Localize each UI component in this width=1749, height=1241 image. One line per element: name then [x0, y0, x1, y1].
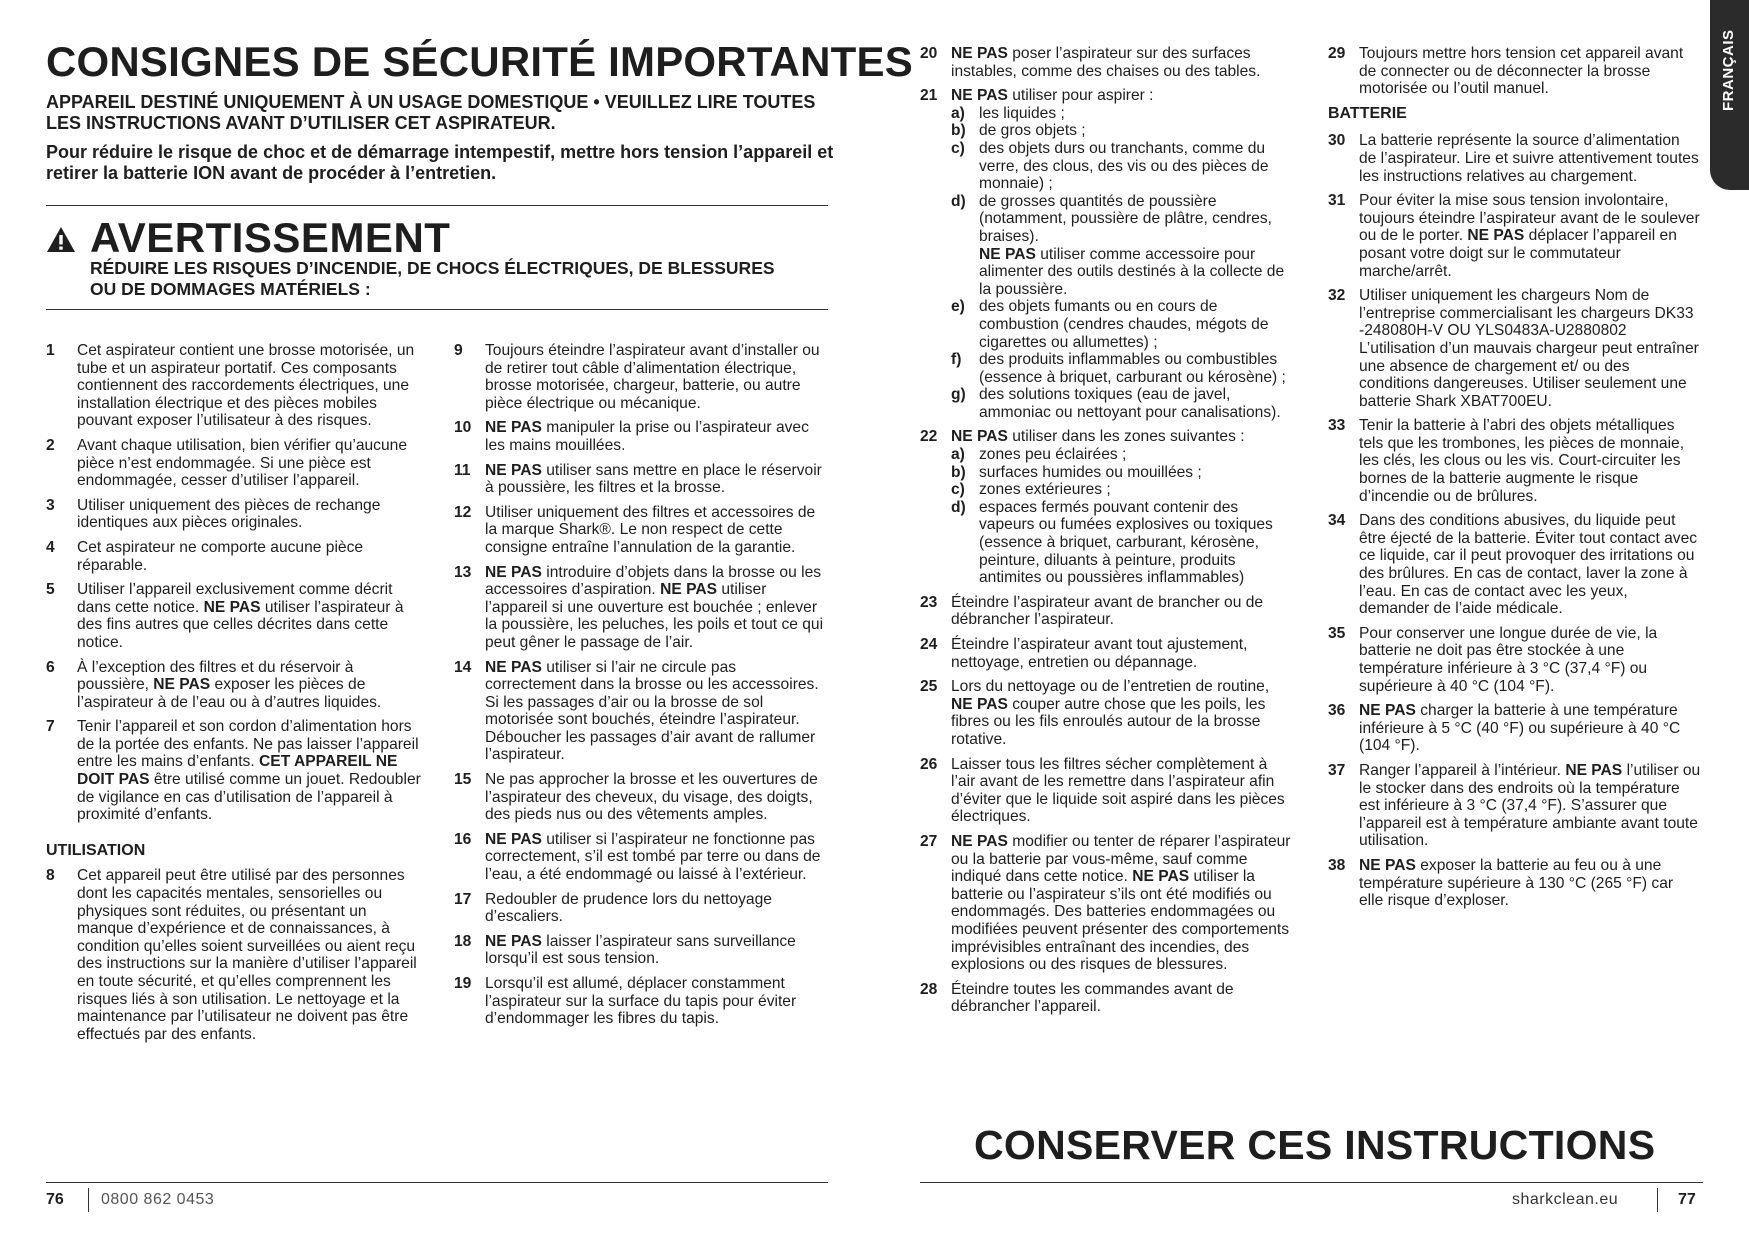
list-item: 30 La batterie représente la source d’alimentation de l’aspirateur. Lire et suivre attentivement toutes les instructions relatives au chargement.: [1328, 132, 1699, 185]
list-item: 5 Utiliser l’appareil exclusivement comme décrit dans cette notice. NE PAS utiliser l’aspirateur à des fins autres que celles décrites dans cette notice.: [46, 581, 404, 651]
sub-item: f) des produits inflammables ou combustibles (essence à briquet, carburant ou kérosène) ;: [951, 351, 1286, 386]
list-item: 2 Avant chaque utilisation, bien vérifier qu’aucune pièce n’est endommagée. Si une pièce est endommagée, cesser d’utiliser l’appareil.: [46, 436, 407, 490]
sub-item: a) les liquides ;: [951, 104, 1065, 122]
left-column-2: [454, 342, 829, 1035]
list-item: 12 Utiliser uniquement des filtres et accessoires de la marque Shark®. Le non respect de cette consigne entraîne l’annulation de la garantie.: [454, 503, 816, 556]
footer-divider: [920, 1182, 1703, 1183]
list-item: 16 NE PAS utiliser si l’aspirateur ne fonctionne pas correctement, s’il est tombé par terre ou dans de l’eau, a été endommagé ou laissé à l’extérieur.: [454, 830, 821, 884]
warning-title: AVERTISSEMENT: [90, 214, 451, 261]
sub-item: b) surfaces humides ou mouillées ;: [951, 463, 1202, 481]
list-item: 13 NE PAS introduire d’objets dans la brosse ou les accessoires d’aspiration. NE PAS utiliser l’appareil si une ouverture est bouchée ; enlever la poussière, les peluches, les poils et tout ce qui peut gêner le passage de l’air.: [454, 563, 824, 651]
list-item: 15 Ne pas approcher la brosse et les ouvertures de l’aspirateur des cheveux, du visage, des doigts, des pieds nus ou des vêtements amples.: [454, 771, 818, 824]
sub-item: a) zones peu éclairées ;: [951, 446, 1127, 464]
list-item: 6 À l’exception des filtres et du réservoir à poussière, NE PAS exposer les pièces de l’aspirateur à de l’eau ou à d’autres liquides.: [46, 658, 382, 711]
sub-item: c) zones extérieures ;: [951, 481, 1111, 499]
sub-item: d) de grosses quantités de poussière (notamment, poussière de plâtre, cendres, braises). NE PAS utiliser comme accessoire pour alimenter des outils destinés à la collecte de la poussière.: [951, 192, 1285, 298]
sub-item: e) des objets fumants ou en cours de combustion (cendres chaudes, mégots de cigarettes ou allumettes) ;: [951, 298, 1269, 351]
keep-instructions-title: CONSERVER CES INSTRUCTIONS: [974, 1122, 1656, 1168]
right-column-2: [1328, 45, 1701, 917]
phone-number: 0800 862 0453: [101, 1191, 215, 1208]
section-heading-batterie: BATTERIE: [1328, 104, 1407, 122]
list-item: 20 NE PAS poser l’aspirateur sur des surfaces instables, comme des chaises ou des tables.: [920, 45, 1261, 80]
list-item: 27 NE PAS modifier ou tenter de réparer l’aspirateur ou la batterie par vous-même, sauf comme indiqué dans cette notice. NE PAS utiliser la batterie ou l’aspirateur s’ils ont été modifiés ou endommagés. Des batteries endommagées ou modifiées peuvent présenter des comportements imprévisibles entraînant des incendies, des explosions ou des risques de blessures.: [920, 832, 1291, 974]
list-item: 23 Éteindre l’aspirateur avant de brancher ou de débrancher l’aspirateur.: [920, 593, 1264, 629]
list-item: 7 Tenir l’appareil et son cordon d’alimentation hors de la portée des enfants. Ne pas laisser l’appareil entre les mains d’enfants. CET APPAREIL NE DOIT PAS être utilisé comme un jouet. Redoubler de vigilance en cas d’utilisation de l’appareil à proximité d’enfants.: [46, 718, 421, 824]
warning-icon: [46, 226, 76, 253]
list-item: 24 Éteindre l’aspirateur avant tout ajustement, nettoyage, entretien ou dépannage.: [920, 636, 1248, 671]
footer-separator: [88, 1188, 89, 1212]
divider: [46, 205, 828, 206]
sub-item: c) des objets durs ou tranchants, comme du verre, des clous, des vis ou des pièces de monnaie) ;: [951, 139, 1269, 193]
list-item: 32 Utiliser uniquement les chargeurs Nom de l’entreprise commercialisant les chargeurs DK33 -248080H-V OU YLS0483A-U2880802 L’utilisation d’un mauvais chargeur peut entraîner une absence de chargement et/ ou des conditions dangereuses. Utiliser seulement une batterie Shark XBAT700EU.: [1328, 287, 1699, 410]
website-link[interactable]: sharkclean.eu: [1512, 1191, 1619, 1208]
list-item: 37 Ranger l’appareil à l’intérieur. NE PAS l’utiliser ou le stocker dans des endroits où la température est inférieure à 3 °C (37,4 °F). S’assurer que l’appareil est à température ambiante avant toute utilisation.: [1328, 761, 1701, 850]
left-column-1: [46, 342, 421, 1050]
list-item: 29 Toujours mettre hors tension cet appareil avant de connecter ou de déconnecter la brosse motorisée ou l’outil manuel.: [1328, 45, 1684, 98]
sub-item: b) de gros objets ;: [951, 122, 1086, 140]
list-item: 10 NE PAS manipuler la prise ou l’aspirateur avec les mains mouillées.: [454, 419, 809, 454]
sub-item: d) espaces fermés pouvant contenir des vapeurs ou fumées explosives ou toxiques (essence à briquet, carburant, kérosène, peinture, diluants à peinture, produits antimites ou poussières inflammables): [951, 498, 1273, 587]
footer-divider: [46, 1182, 828, 1183]
list-item: 31 Pour éviter la mise sous tension involontaire, toujours éteindre l’aspirateur avant de le soulever ou de le porter. NE PAS déplacer l’appareil en posant votre doigt sur le commutateur marche/arrêt.: [1328, 192, 1700, 280]
list-item: 22 NE PAS utiliser dans les zones suivantes : a) zones peu éclairées ; b) surfaces humides ou mouillées ; c) zones extérieures ; d) espaces fermés pouvant contenir des vapeurs ou fumées explosives ou toxiques (essence à briquet, carburant, kérosène, peinture, diluants à peinture, produits antimites ou poussières inflammables): [920, 428, 1295, 586]
list-item: 14 NE PAS utiliser si l’air ne circule pas correctement dans la brosse ou les accessoires. Si les passages d’air ou la brosse de sol motorisée sont bouchés, éteindre l’aspirateur. Déboucher les passages d’air avant de rallumer l’aspirateur.: [454, 658, 819, 764]
sub-item: g) des solutions toxiques (eau de javel, ammoniac ou nettoyant pour canalisations).: [951, 386, 1281, 421]
section-heading-utilisation: UTILISATION: [46, 841, 146, 859]
page-title: CONSIGNES DE SÉCURITÉ IMPORTANTES: [46, 38, 913, 85]
list-item: 18 NE PAS laisser l’aspirateur sans surveillance lorsqu’il est sous tension.: [454, 932, 796, 968]
list-item: 8 Cet appareil peut être utilisé par des personnes dont les capacités mentales, sensorielles ou physiques sont réduites, ou présentant un manque d’expérience et de connaissances, à condition qu’elles soient surveillées ou aient reçu des instructions sur la manière d’utiliser l’appareil en toute sécurité, et qu’elles comprennent les risques liés à son utilisation. Le nettoyage et la maintenance par l’utilisateur ne doivent pas être effectués par des enfants.: [46, 867, 417, 1043]
list-item: 26 Laisser tous les filtres sécher complètement à l’air avant de les remettre dans l’aspirateur afin d’éviter que le liquide soit aspiré dans les pièces électriques.: [920, 755, 1285, 826]
list-item: 11 NE PAS utiliser sans mettre en place le réservoir à poussière, les filtres et la brosse.: [454, 461, 822, 497]
domestic-use-notice: APPAREIL DESTINÉ UNIQUEMENT À UN USAGE DOMESTIQUE • VEUILLEZ LIRE TOUTES LES INSTRUCTIONS AVANT D’UTILISER CET ASPIRATEUR.: [46, 92, 816, 133]
list-item: 19 Lorsqu’il est allumé, déplacer constamment l’aspirateur sur la surface du tapis pour éviter d’endommager les fibres du tapis.: [454, 975, 797, 1028]
divider: [46, 309, 828, 310]
warning-subtitle: RÉDUIRE LES RISQUES D’INCENDIE, DE CHOCS ÉLECTRIQUES, DE BLESSURES OU DE DOMMAGES MATÉRIELS :: [90, 258, 775, 299]
list-item: 33 Tenir la batterie à l’abri des objets métalliques tels que les trombones, les pièces de monnaie, les clés, les clous ou les vis. Court-circuiter les bornes de la batterie augmente le risque d’incendie ou de brûlures.: [1328, 417, 1685, 505]
list-item: 36 NE PAS charger la batterie à une température inférieure à 5 °C (40 °F) ou supérieure à 40 °C (104 °F).: [1328, 702, 1681, 755]
right-page: [874, 0, 1749, 1241]
list-item: 25 Lors du nettoyage ou de l’entretien de routine, NE PAS couper autre chose que les poils, les fibres ou les fils enroulés autour de la brosse rotative.: [920, 678, 1270, 748]
list-item: 4 Cet aspirateur ne comporte aucune pièce réparable.: [46, 538, 364, 574]
footer-separator: [1657, 1188, 1658, 1212]
maintenance-notice: Pour réduire le risque de choc et de démarrage intempestif, mettre hors tension l’appareil et retirer la batterie ION avant de procéder à l’entretien.: [46, 142, 834, 183]
list-item: 38 NE PAS exposer la batterie au feu ou à une température supérieure à 130 °C (265 °F) car elle risque d’exploser.: [1328, 856, 1674, 910]
list-item: 1 Cet aspirateur contient une brosse motorisée, un tube et un aspirateur portatif. Ces composants contiennent des raccordements électriques, une installation électrique et des pièces mobiles pouvant exposer l’utilisateur à des risques.: [46, 342, 415, 430]
page-number: 77: [1678, 1191, 1696, 1208]
list-item: 35 Pour conserver une longue durée de vie, la batterie ne doit pas être stockée à une température inférieure à 3 °C (37,4 °F) ou supérieure à 40 °C (104 °F).: [1328, 624, 1658, 695]
list-item: 3 Utiliser uniquement des pièces de rechange identiques aux pièces originales.: [46, 496, 381, 532]
right-column-1: [920, 45, 1295, 1023]
list-item: 9 Toujours éteindre l’aspirateur avant d’installer ou de retirer tout câble d’alimentation électrique, brosse motorisée, chargeur, batterie, ou autre pièce électrique ou mécanique.: [454, 342, 820, 412]
list-item: 17 Redoubler de prudence lors du nettoyage d’escaliers.: [454, 890, 772, 926]
language-label: FRANÇAIS: [1720, 29, 1737, 111]
list-item: 34 Dans des conditions abusives, du liquide peut être éjecté de la batterie. Éviter tout contact avec ce liquide, car il peut provoquer des irritations ou des brûlures. En cas de contact, laver la zone à l’eau. En cas de contact avec les yeux, demander de l’aide médicale.: [1328, 512, 1698, 618]
page-number: 76: [46, 1191, 64, 1208]
list-item: 21 NE PAS utiliser pour aspirer : a) les liquides ; b) de gros objets ; c) des objets durs ou tranchants, comme du verre, des clous, des vis ou des pièces de monnaie) ; d) de grosses quantités de poussière (notamment, poussière de plâtre, cendres, braises). NE PAS utiliser comme accessoire pour alimenter des outils destinés à la collecte de la poussière. e) des objets fumants ou en cours de combustion (cendres chaudes, mégots de cigarettes ou allumettes) ; f) des produits inflammables ou combustibles (essence à briquet, carburant ou kérosène) ; g) des solutions toxiques (eau de javel, ammoniac ou nettoyant pour canalisations).: [920, 87, 1295, 421]
list-item: 28 Éteindre toutes les commandes avant de débrancher l’appareil.: [920, 980, 1234, 1016]
